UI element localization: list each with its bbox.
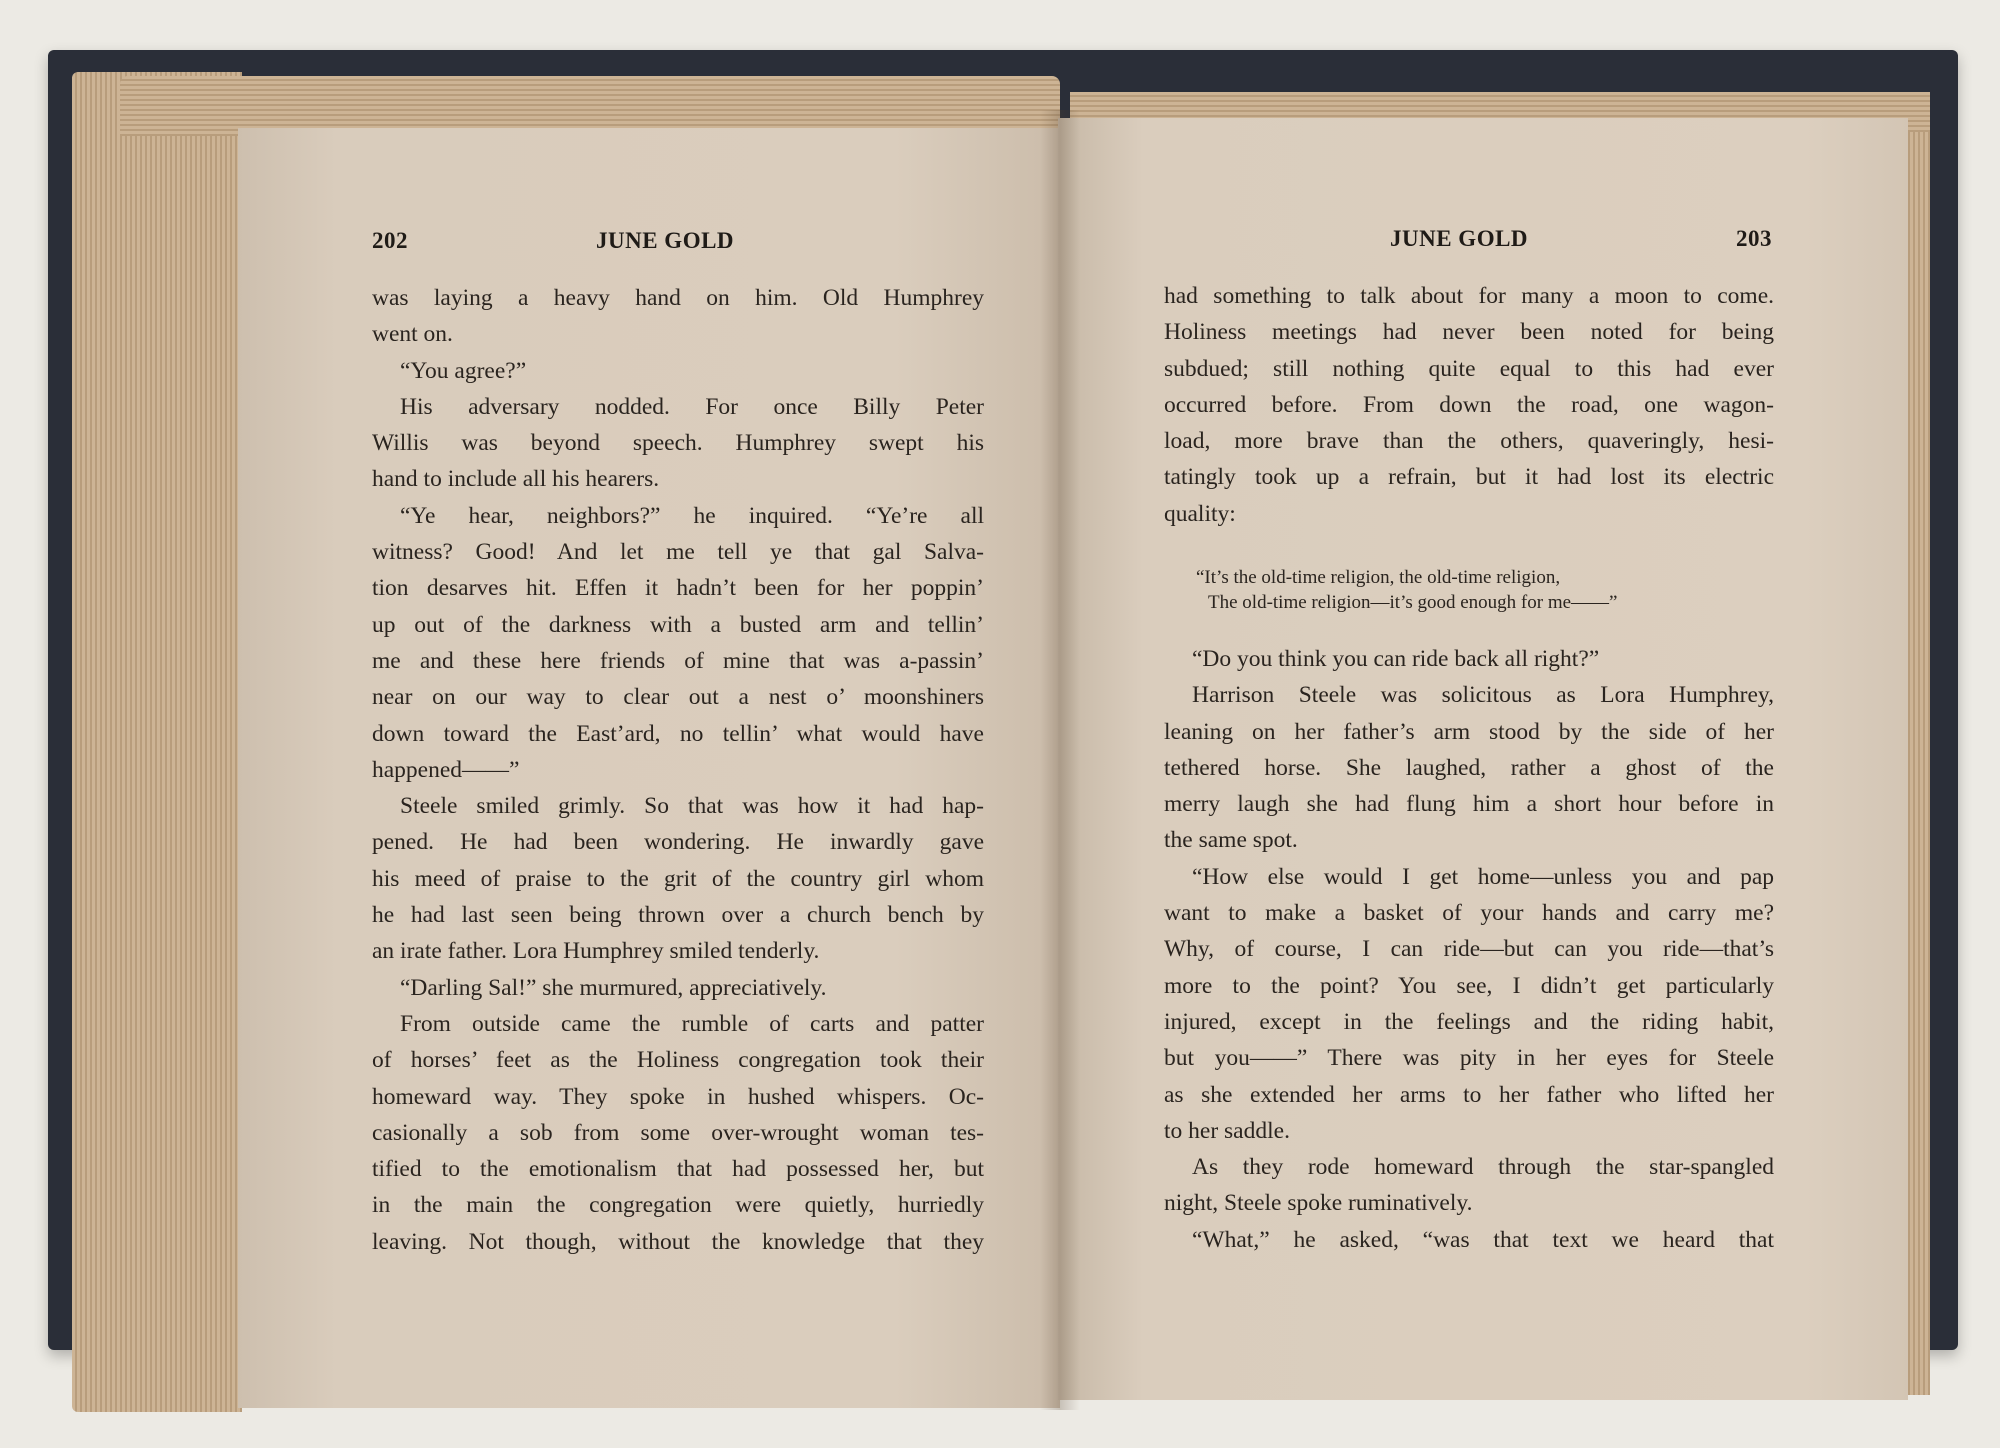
book-gutter (1040, 110, 1080, 1410)
text-line: homeward way. They spoke in hushed whispers. Oc- (372, 1083, 984, 1110)
text-line: the same spot. (1164, 827, 1298, 854)
text-line: Holiness meetings had never been noted for being (1164, 319, 1774, 346)
text-line: “Darling Sal!” she murmured, appreciatively. (400, 974, 827, 1001)
text-line: but you——” There was pity in her eyes for Steele (1164, 1045, 1774, 1072)
text-line: happened——” (372, 756, 520, 783)
text-line: up out of the darkness with a busted arm and tellin’ (372, 611, 984, 638)
hymn-verse (1196, 565, 1617, 615)
text-line: “How else would I get home—unless you and pap (1192, 863, 1774, 890)
text-line: subdued; still nothing quite equal to this had ever (1164, 355, 1774, 382)
text-line: leaning on her father’s arm stood by the side of her (1164, 718, 1774, 745)
text-line: occurred before. From down the road, one wagon- (1164, 391, 1774, 418)
text-line: tion desarves hit. Effen it hadn’t been for her poppin’ (372, 575, 984, 602)
text-line: was laying a heavy hand on him. Old Humphrey (372, 285, 984, 311)
text-line: tethered horse. She laughed, rather a ghost of the (1164, 754, 1774, 781)
text-line: witness? Good! And let me tell ye that gal Salva- (372, 539, 984, 566)
text-line: From outside came the rumble of carts and patter (400, 1010, 984, 1037)
text-line: hand to include all his hearers. (372, 466, 660, 493)
text-line: casionally a sob from some over-wrought woman tes- (372, 1119, 984, 1146)
text-line: down toward the East’ard, no tellin’ what would have (372, 720, 984, 747)
text-line: quality: (1164, 500, 1236, 527)
text-line: His adversary nodded. For once Billy Peter (400, 393, 984, 420)
text-line: he had last seen being thrown over a church bench by (372, 902, 984, 929)
text-line: an irate father. Lora Humphrey smiled tenderly. (372, 938, 820, 965)
right-page-body-bottom (1164, 641, 1774, 1258)
text-line: went on. (372, 321, 453, 348)
text-line: near on our way to clear out a nest o’ moonshiners (372, 684, 984, 711)
right-page-number: 203 (1736, 226, 1772, 251)
text-line: more to the point? You see, I didn’t get particularly (1164, 972, 1774, 999)
text-line: had something to talk about for many a moon to come. (1164, 283, 1774, 309)
text-line: pened. He had been wondering. He inwardly gave (372, 829, 984, 856)
text-line: tatingly took up a refrain, but it had lost its electric (1164, 464, 1774, 491)
left-page-body (372, 280, 984, 1260)
text-line: tified to the emotionalism that had possessed her, but (372, 1156, 984, 1183)
right-page-body-top (1164, 278, 1774, 532)
text-line: “Ye hear, neighbors?” he inquired. “Ye’re all (400, 502, 984, 529)
text-line: injured, except in the feelings and the riding habit, (1164, 1008, 1774, 1035)
text-line: Steele smiled grimly. So that was how it had hap- (400, 793, 984, 820)
verse-line: “It’s the old-time religion, the old-time religion, (1196, 567, 1561, 588)
left-running-head: JUNE GOLD (596, 228, 735, 253)
text-line: to her saddle. (1164, 1117, 1290, 1144)
page-edges-top-left (120, 76, 1060, 136)
text-line: As they rode homeward through the star-spangled (1192, 1154, 1774, 1181)
text-line: load, more brave than the others, quaveringly, hesi- (1164, 428, 1774, 455)
text-line: Willis was beyond speech. Humphrey swept his (372, 430, 984, 457)
text-line: Why, of course, I can ride—but can you ride—that’s (1164, 936, 1774, 963)
text-line: merry laugh she had flung him a short hour before in (1164, 791, 1774, 818)
text-line: in the main the congregation were quietly, hurriedly (372, 1192, 984, 1219)
text-line: “You agree?” (400, 357, 527, 384)
text-line: “Do you think you can ride back all right?” (1192, 646, 1600, 672)
text-line: Harrison Steele was solicitous as Lora Humphrey, (1192, 682, 1774, 709)
right-running-head: JUNE GOLD (1390, 226, 1529, 251)
text-line: his meed of praise to the grit of the country girl whom (372, 865, 984, 892)
text-line: of horses’ feet as the Holiness congregation took their (372, 1047, 984, 1074)
text-line: want to make a basket of your hands and carry me? (1164, 900, 1774, 927)
left-page-number: 202 (372, 228, 408, 253)
text-line: night, Steele spoke ruminatively. (1164, 1190, 1473, 1217)
text-line: me and these here friends of mine that was a-passin’ (372, 647, 984, 674)
text-line: as she extended her arms to her father who lifted her (1164, 1081, 1774, 1108)
text-line: leaving. Not though, without the knowledge that they (372, 1228, 984, 1255)
page-edges-left (72, 72, 242, 1412)
verse-line: The old-time religion—it’s good enough for me——” (1208, 592, 1618, 613)
text-line: “What,” he asked, “was that text we heard that (1192, 1226, 1774, 1253)
